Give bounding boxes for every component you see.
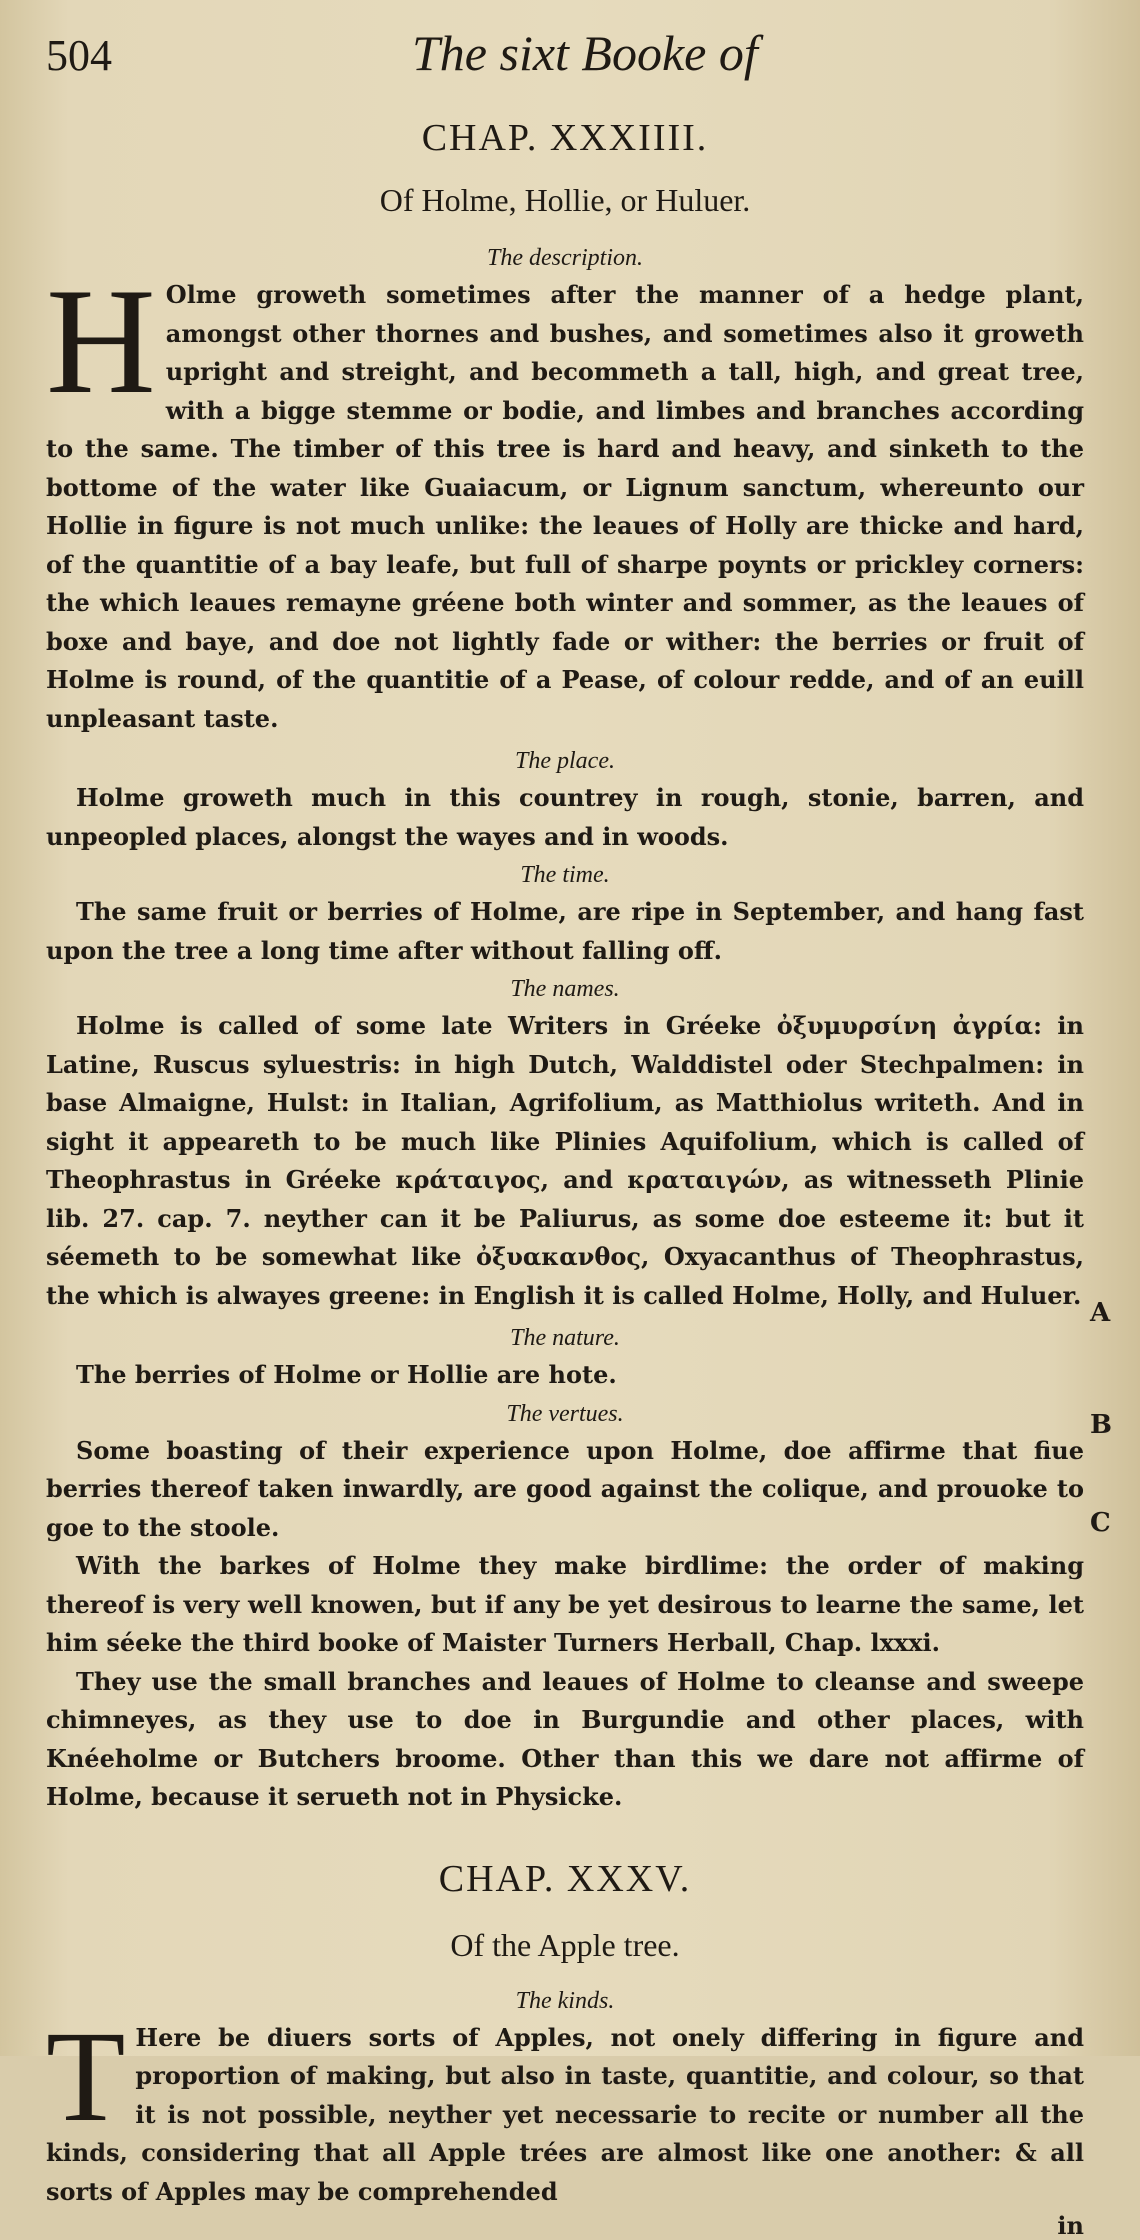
page-number: 504 [46,30,112,81]
catchword: in [46,2211,1084,2240]
section-label-time: The time. [46,862,1084,889]
chapter-34 [46,116,1084,1817]
place-paragraph: Holme groweth much in this countrey in rough, stonie, barren, and unpeopled places, alongst the wayes and in woods. [46,779,1084,856]
chapter-subtitle: Of the Apple tree. [46,1927,1084,1964]
margin-letter-a: A [1090,1298,1110,1328]
drop-cap-initial: H [46,282,156,400]
vertues-paragraph-b: With the barkes of Holme they make birdlime: the order of making thereof is very well knowen, but if any be yet desirous to learne the same, let him séeke the third booke of Maister Turners Herball, Chap. lxxxi. [46,1547,1084,1663]
chapter-35 [46,1857,1084,2240]
section-label-kinds: The kinds. [46,1988,1084,2015]
section-label-vertues: The vertues. [46,1401,1084,1428]
names-paragraph: Holme is called of some late Writers in Gréeke ὀξυμυρσίνη ἀγρία: in Latine, Ruscus syluestris: in high Dutch, Walddistel oder Stechpalmen: in base Almaigne, Hulst: in Italian, Agrifolium, as Matthiolus writeth. And in sight it appeareth to be much like Plinies Aquifolium, which is called of Theophrastus in Gréeke κράταιγος, and κραταιγών, as witnesseth Plinie lib. 27. cap. 7. neyther can it be Paliurus, as some doe esteeme it: but it séemeth to be somewhat like ὀξυακανθος, Oxyacanthus of Theophrastus, the which is alwayes greene: in English it is called Holme, Holly, and Huluer. [46,1007,1084,1315]
kinds-text: Here be diuers sorts of Apples, not onely differing in figure and proportion of making, but also in taste, quantitie, and colour, so that it is not possible, neyther yet necessarie to recite or number all the kinds, considering that all Apple trées are almost like one another: & all sorts of Apples may be comprehended [46,2023,1084,2206]
page-header [46,0,1084,108]
chapter-subtitle: Of Holme, Hollie, or Huluer. [46,182,1084,219]
running-title: The sixt Booke of [412,24,758,82]
drop-cap-initial: T [46,2025,125,2129]
time-paragraph: The same fruit or berries of Holme, are ripe in September, and hang fast upon the tree a long time after without falling off. [46,893,1084,970]
vertues-paragraph-c: They use the small branches and leaues of Holme to cleanse and sweepe chimneyes, as they use to doe in Burgundie and other places, with Knéeholme or Butchers broome. Other than this we dare not affirme of Holme, because it serueth not in Physicke. [46,1663,1084,1817]
nature-paragraph: The berries of Holme or Hollie are hote. [46,1356,1084,1395]
section-label-nature: The nature. [46,1325,1084,1352]
section-label-names: The names. [46,976,1084,1003]
section-label-place: The place. [46,748,1084,775]
vertues-paragraph-a: Some boasting of their experience upon Holme, doe affirme that fiue berries thereof taken inwardly, are good against the colique, and prouoke to goe to the stoole. [46,1432,1084,1548]
description-text: Olme groweth sometimes after the manner of a hedge plant, amongst other thornes and bushes, and sometimes also it groweth upright and streight, and becommeth a tall, high, and great tree, with a bigge stemme or bodie, and limbes and branches according to the same. The timber of this tree is hard and heavy, and sinketh to the bottome of the water like Guaiacum, or Lignum sanctum, whereunto our Hollie in figure is not much unlike: the leaues of Holly are thicke and hard, of the quantitie of a bay leafe, but full of sharpe poynts or prickley corners: the which leaues remayne gréene both winter and sommer, as the leaues of boxe and baye, and doe not lightly fade or wither: the berries or fruit of Holme is round, of the quantitie of a Pease, of colour redde, and of an euill unpleasant taste. [46,280,1084,733]
margin-letter-b: B [1090,1410,1112,1440]
chapter-heading: CHAP. XXXV. [46,1857,1084,1901]
chapter-heading: CHAP. XXXIIII. [46,116,1084,160]
section-label-description: The description. [46,245,1084,272]
description-paragraph [46,276,1084,738]
margin-letter-c: C [1090,1508,1111,1538]
kinds-paragraph [46,2019,1084,2212]
